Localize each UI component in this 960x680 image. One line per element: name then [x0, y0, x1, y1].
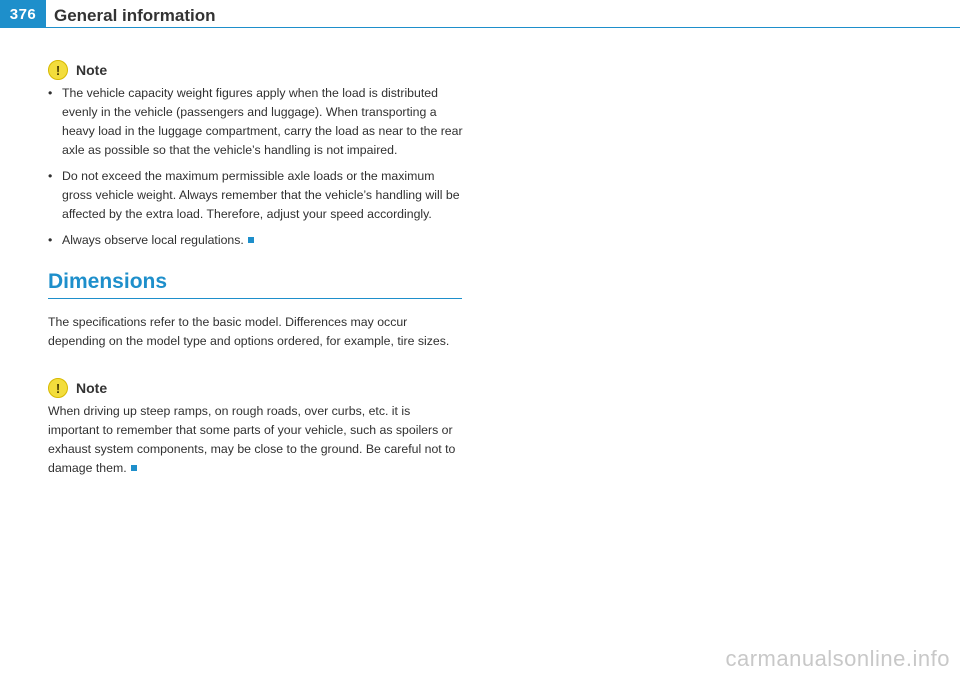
- dimensions-intro: The specifications refer to the basic model. Differences may occur depending on the model type and options ordered, for example, tire sizes.: [48, 315, 450, 348]
- section-title: Dimensions: [48, 270, 462, 299]
- note-heading-1: [48, 60, 464, 80]
- page-number: 376: [0, 0, 46, 28]
- watermark: carmanualsonline.info: [725, 646, 950, 671]
- note-heading-2: [48, 378, 464, 398]
- caution-icon: !: [48, 60, 68, 80]
- note-label: Note: [76, 379, 108, 396]
- note-block-2: [48, 378, 464, 478]
- bullet-text: The vehicle capacity weight figures apply when the load is distributed evenly in the vehicle (passengers and luggage). When transporting a heavy load in the luggage compartment, carry the load as near to the rear axle as possible so that the vehicle’s handling is not impaired.: [62, 86, 463, 157]
- bullet-text: Do not exceed the maximum permissible axle loads or the maximum gross vehicle weight. Always remember that the vehicle’s handling will be affected by the extra load. Therefore, adjust your speed accordingly.: [62, 169, 460, 221]
- bullet-icon: •: [48, 86, 53, 100]
- dimensions-body: [48, 313, 464, 351]
- list-item: [48, 84, 464, 160]
- bullet-text: Always observe local regulations.: [62, 233, 244, 247]
- note-text: When driving up steep ramps, on rough roads, over curbs, etc. it is important to remember that some parts of your vehicle, such as spoilers or exhaust system components, may be close to the ground. Be careful not to damage them.: [48, 404, 456, 475]
- bullet-icon: •: [48, 233, 53, 247]
- list-item: [48, 231, 464, 250]
- note-label: Note: [76, 61, 108, 78]
- end-of-section-icon: [248, 237, 254, 243]
- list-item: [48, 167, 464, 224]
- end-of-section-icon: [131, 465, 137, 471]
- header-divider: [46, 27, 960, 28]
- page-header-title: General information: [54, 6, 216, 25]
- note-block-1: [48, 60, 464, 257]
- caution-icon: !: [48, 378, 68, 398]
- bullet-icon: •: [48, 169, 53, 183]
